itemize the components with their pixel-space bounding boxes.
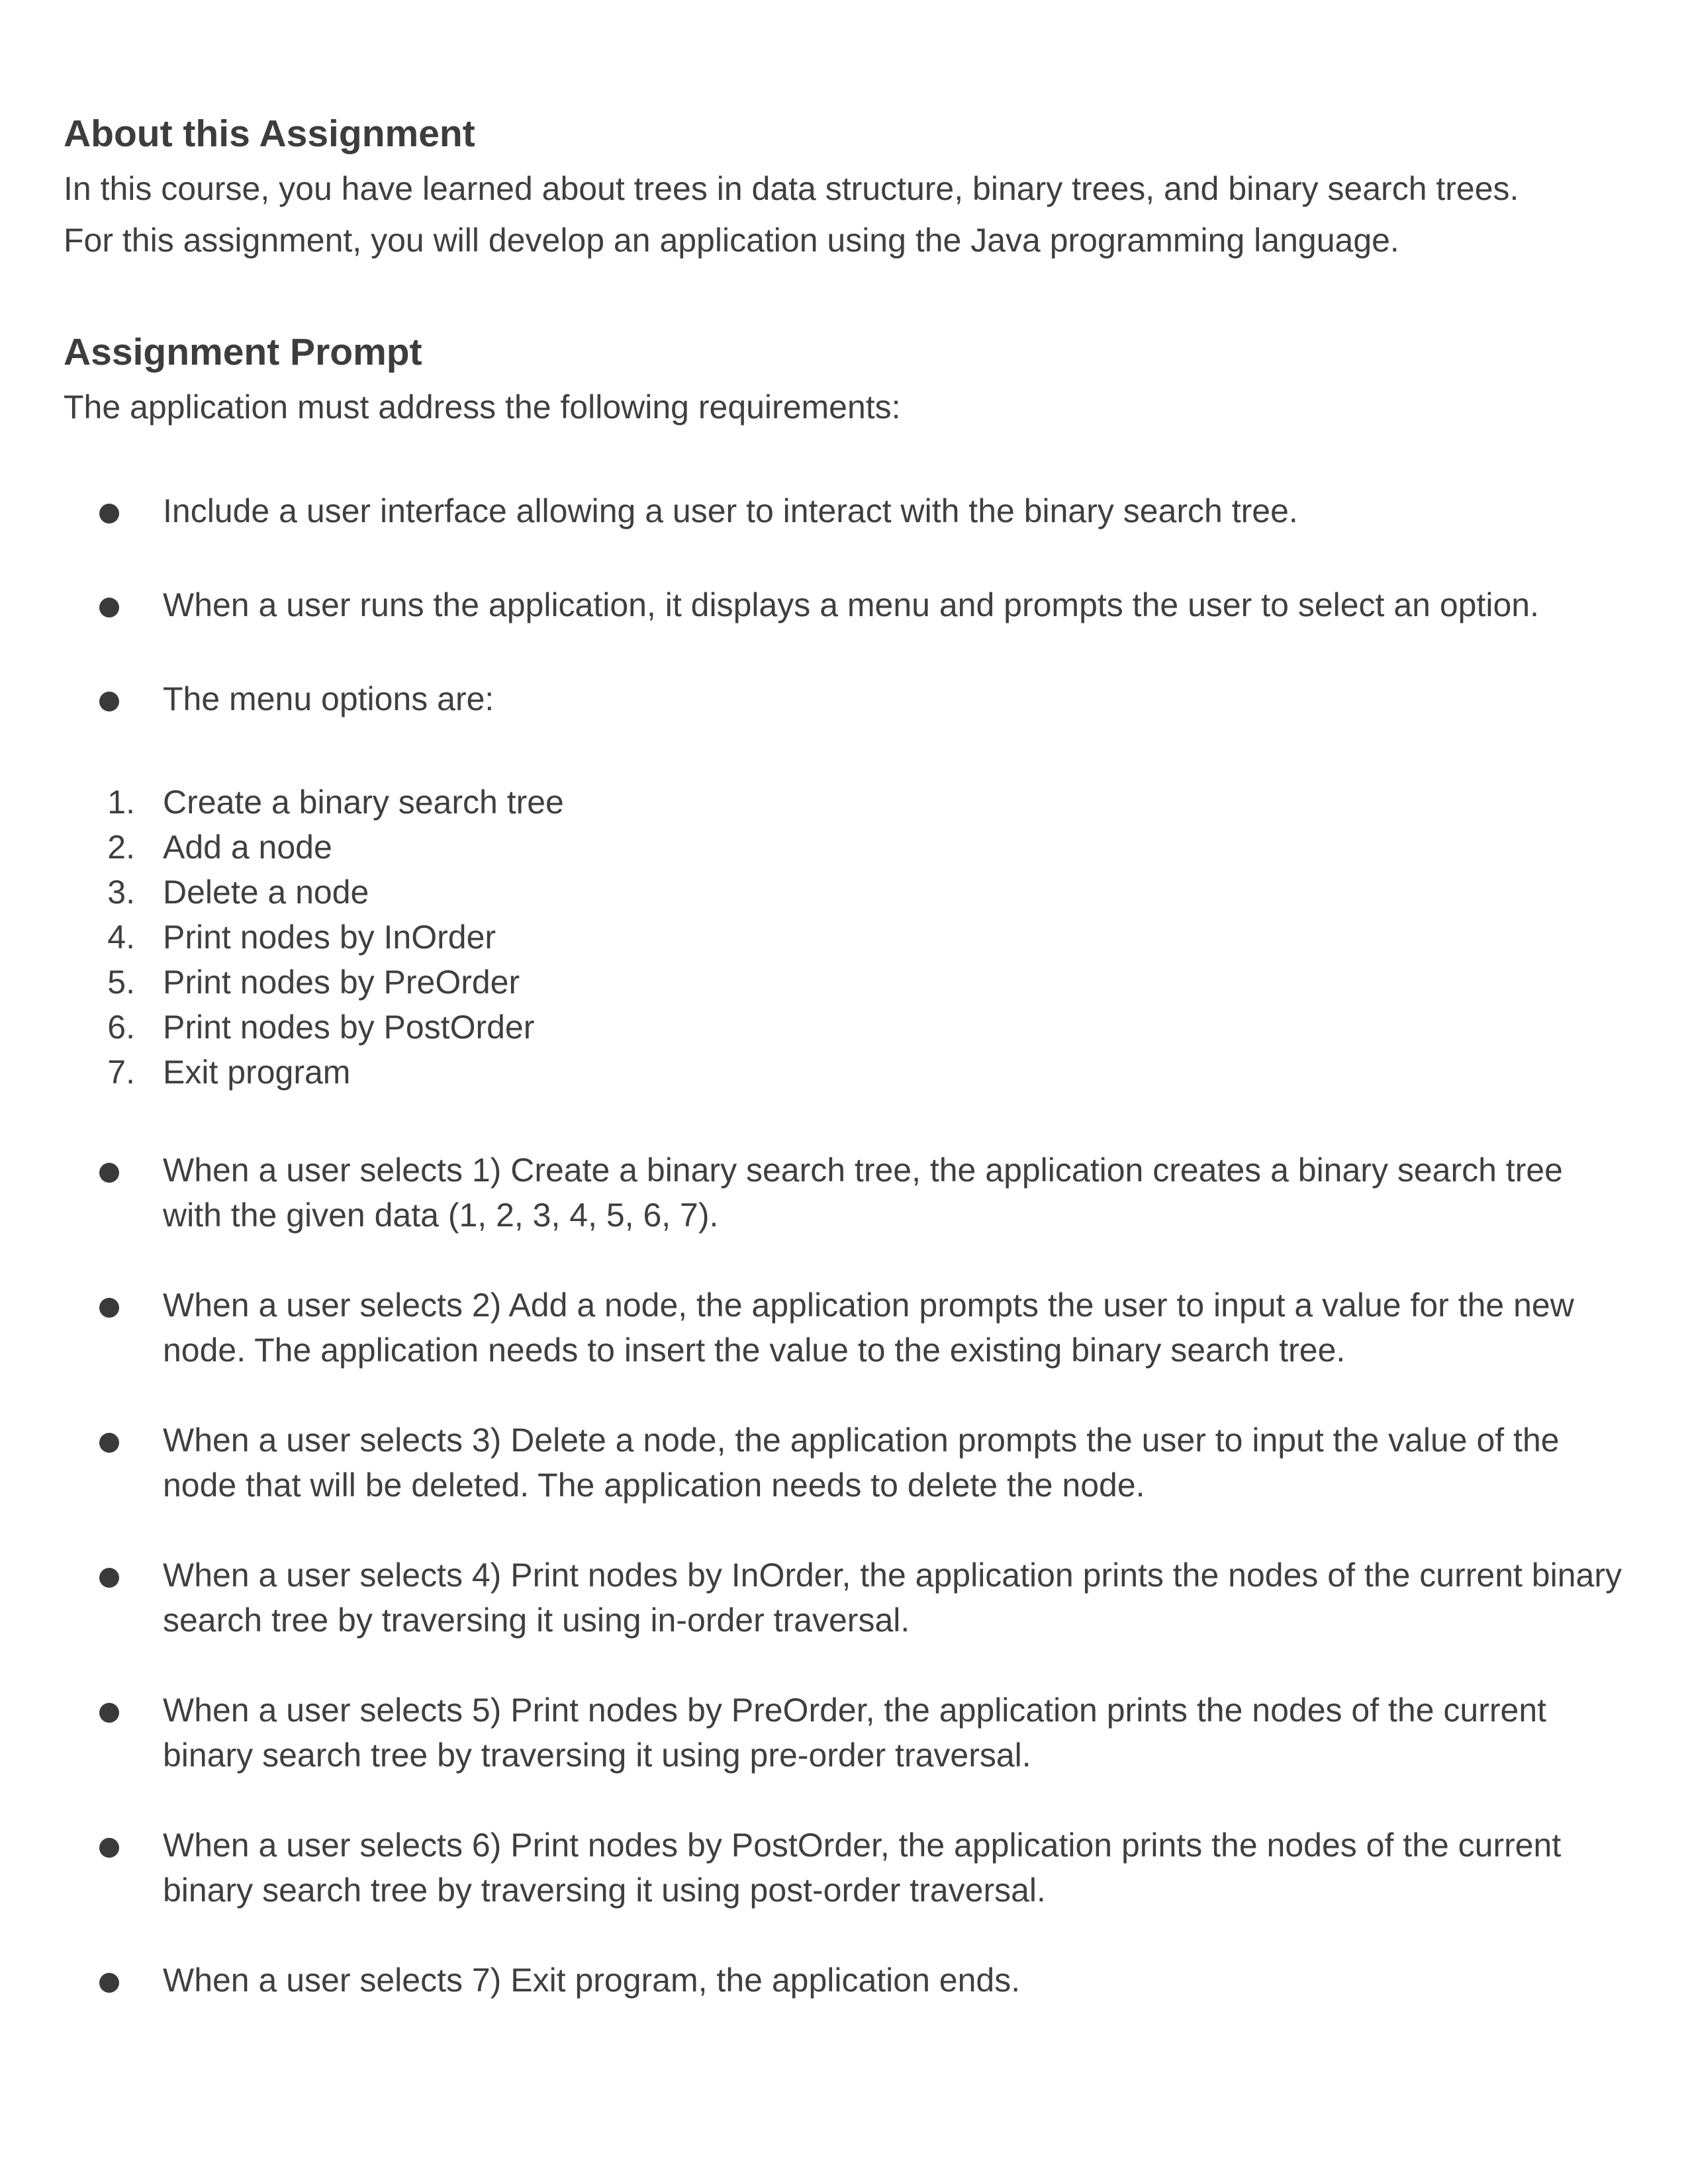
menu-option-inorder (64, 915, 1626, 960)
requirement-item (64, 1148, 1626, 1238)
bullet-icon (99, 1838, 119, 1858)
about-paragraph-line: For this assignment, you will develop an application using the Java programming language. (64, 222, 1399, 259)
menu-options-list (64, 780, 1626, 1095)
menu-option-number: 5. (107, 964, 135, 1001)
bullet-icon (99, 1703, 119, 1723)
menu-option-postorder (64, 1005, 1626, 1050)
menu-option-number: 3. (107, 874, 135, 911)
bullet-icon (99, 1973, 119, 1993)
menu-option-number: 1. (107, 784, 135, 821)
requirement-item (64, 1553, 1626, 1643)
bullet-icon (99, 598, 119, 617)
assignment-document (64, 105, 1626, 2003)
menu-option-exit (64, 1050, 1626, 1095)
menu-option-label: Print nodes by InOrder (163, 919, 496, 956)
requirements-list-top (64, 488, 1626, 721)
requirement-item (64, 1958, 1626, 2003)
requirements-list-bottom (64, 1148, 1626, 2003)
menu-option-label: Delete a node (163, 874, 369, 911)
bullet-icon (99, 1433, 119, 1453)
requirement-text: Include a user interface allowing a user to interact with the binary search tree. (163, 492, 1298, 529)
bullet-icon (99, 1568, 119, 1588)
menu-option-create (64, 780, 1626, 825)
menu-option-label: Print nodes by PreOrder (163, 964, 520, 1001)
menu-option-delete (64, 870, 1626, 915)
requirement-text: When a user runs the application, it displays a menu and prompts the user to select an option. (163, 586, 1539, 623)
menu-option-label: Create a binary search tree (163, 784, 564, 821)
menu-option-preorder (64, 960, 1626, 1005)
bullet-icon (99, 1163, 119, 1183)
requirement-item (64, 1283, 1626, 1373)
menu-option-label: Add a node (163, 829, 332, 866)
prompt-intro: The application must address the following requirements: (64, 388, 901, 426)
requirement-item (64, 582, 1626, 627)
menu-option-number: 2. (107, 829, 135, 866)
menu-option-label: Exit program (163, 1054, 351, 1091)
requirement-text: When a user selects 4) Print nodes by InOrder, the application prints the nodes of the current binary search tree by traversing it using in-order traversal. (163, 1557, 1622, 1639)
requirement-item (64, 1418, 1626, 1508)
menu-option-number: 7. (107, 1054, 135, 1091)
prompt-heading: Assignment Prompt (64, 331, 422, 373)
requirement-item (64, 676, 1626, 721)
requirement-text: When a user selects 3) Delete a node, the application prompts the user to input the value of the node that will be deleted. The application needs to delete the node. (163, 1422, 1560, 1504)
menu-option-number: 6. (107, 1009, 135, 1046)
menu-option-label: Print nodes by PostOrder (163, 1009, 535, 1046)
requirement-item (64, 1823, 1626, 1913)
menu-option-number: 4. (107, 919, 135, 956)
bullet-icon (99, 692, 119, 711)
bullet-icon (99, 504, 119, 523)
about-paragraph-line: In this course, you have learned about trees in data structure, binary trees, and binary search trees. (64, 170, 1519, 207)
requirement-text: When a user selects 2) Add a node, the application prompts the user to input a value for the new node. The application needs to insert the value to the existing binary search tree. (163, 1287, 1574, 1369)
requirement-text: When a user selects 1) Create a binary search tree, the application creates a binary search tree with the given data (1, 2, 3, 4, 5, 6, 7). (163, 1152, 1563, 1234)
requirement-text: When a user selects 6) Print nodes by PostOrder, the application prints the nodes of the current binary search tree by traversing it using post-order traversal. (163, 1827, 1562, 1909)
requirement-text: When a user selects 5) Print nodes by PreOrder, the application prints the nodes of the current binary search tree by traversing it using pre-order traversal. (163, 1692, 1547, 1774)
requirement-text: The menu options are: (163, 680, 494, 717)
requirement-item (64, 488, 1626, 533)
menu-option-add (64, 825, 1626, 870)
requirement-text: When a user selects 7) Exit program, the application ends. (163, 1962, 1021, 1999)
requirement-item (64, 1688, 1626, 1778)
about-heading: About this Assignment (64, 113, 475, 155)
bullet-icon (99, 1298, 119, 1318)
